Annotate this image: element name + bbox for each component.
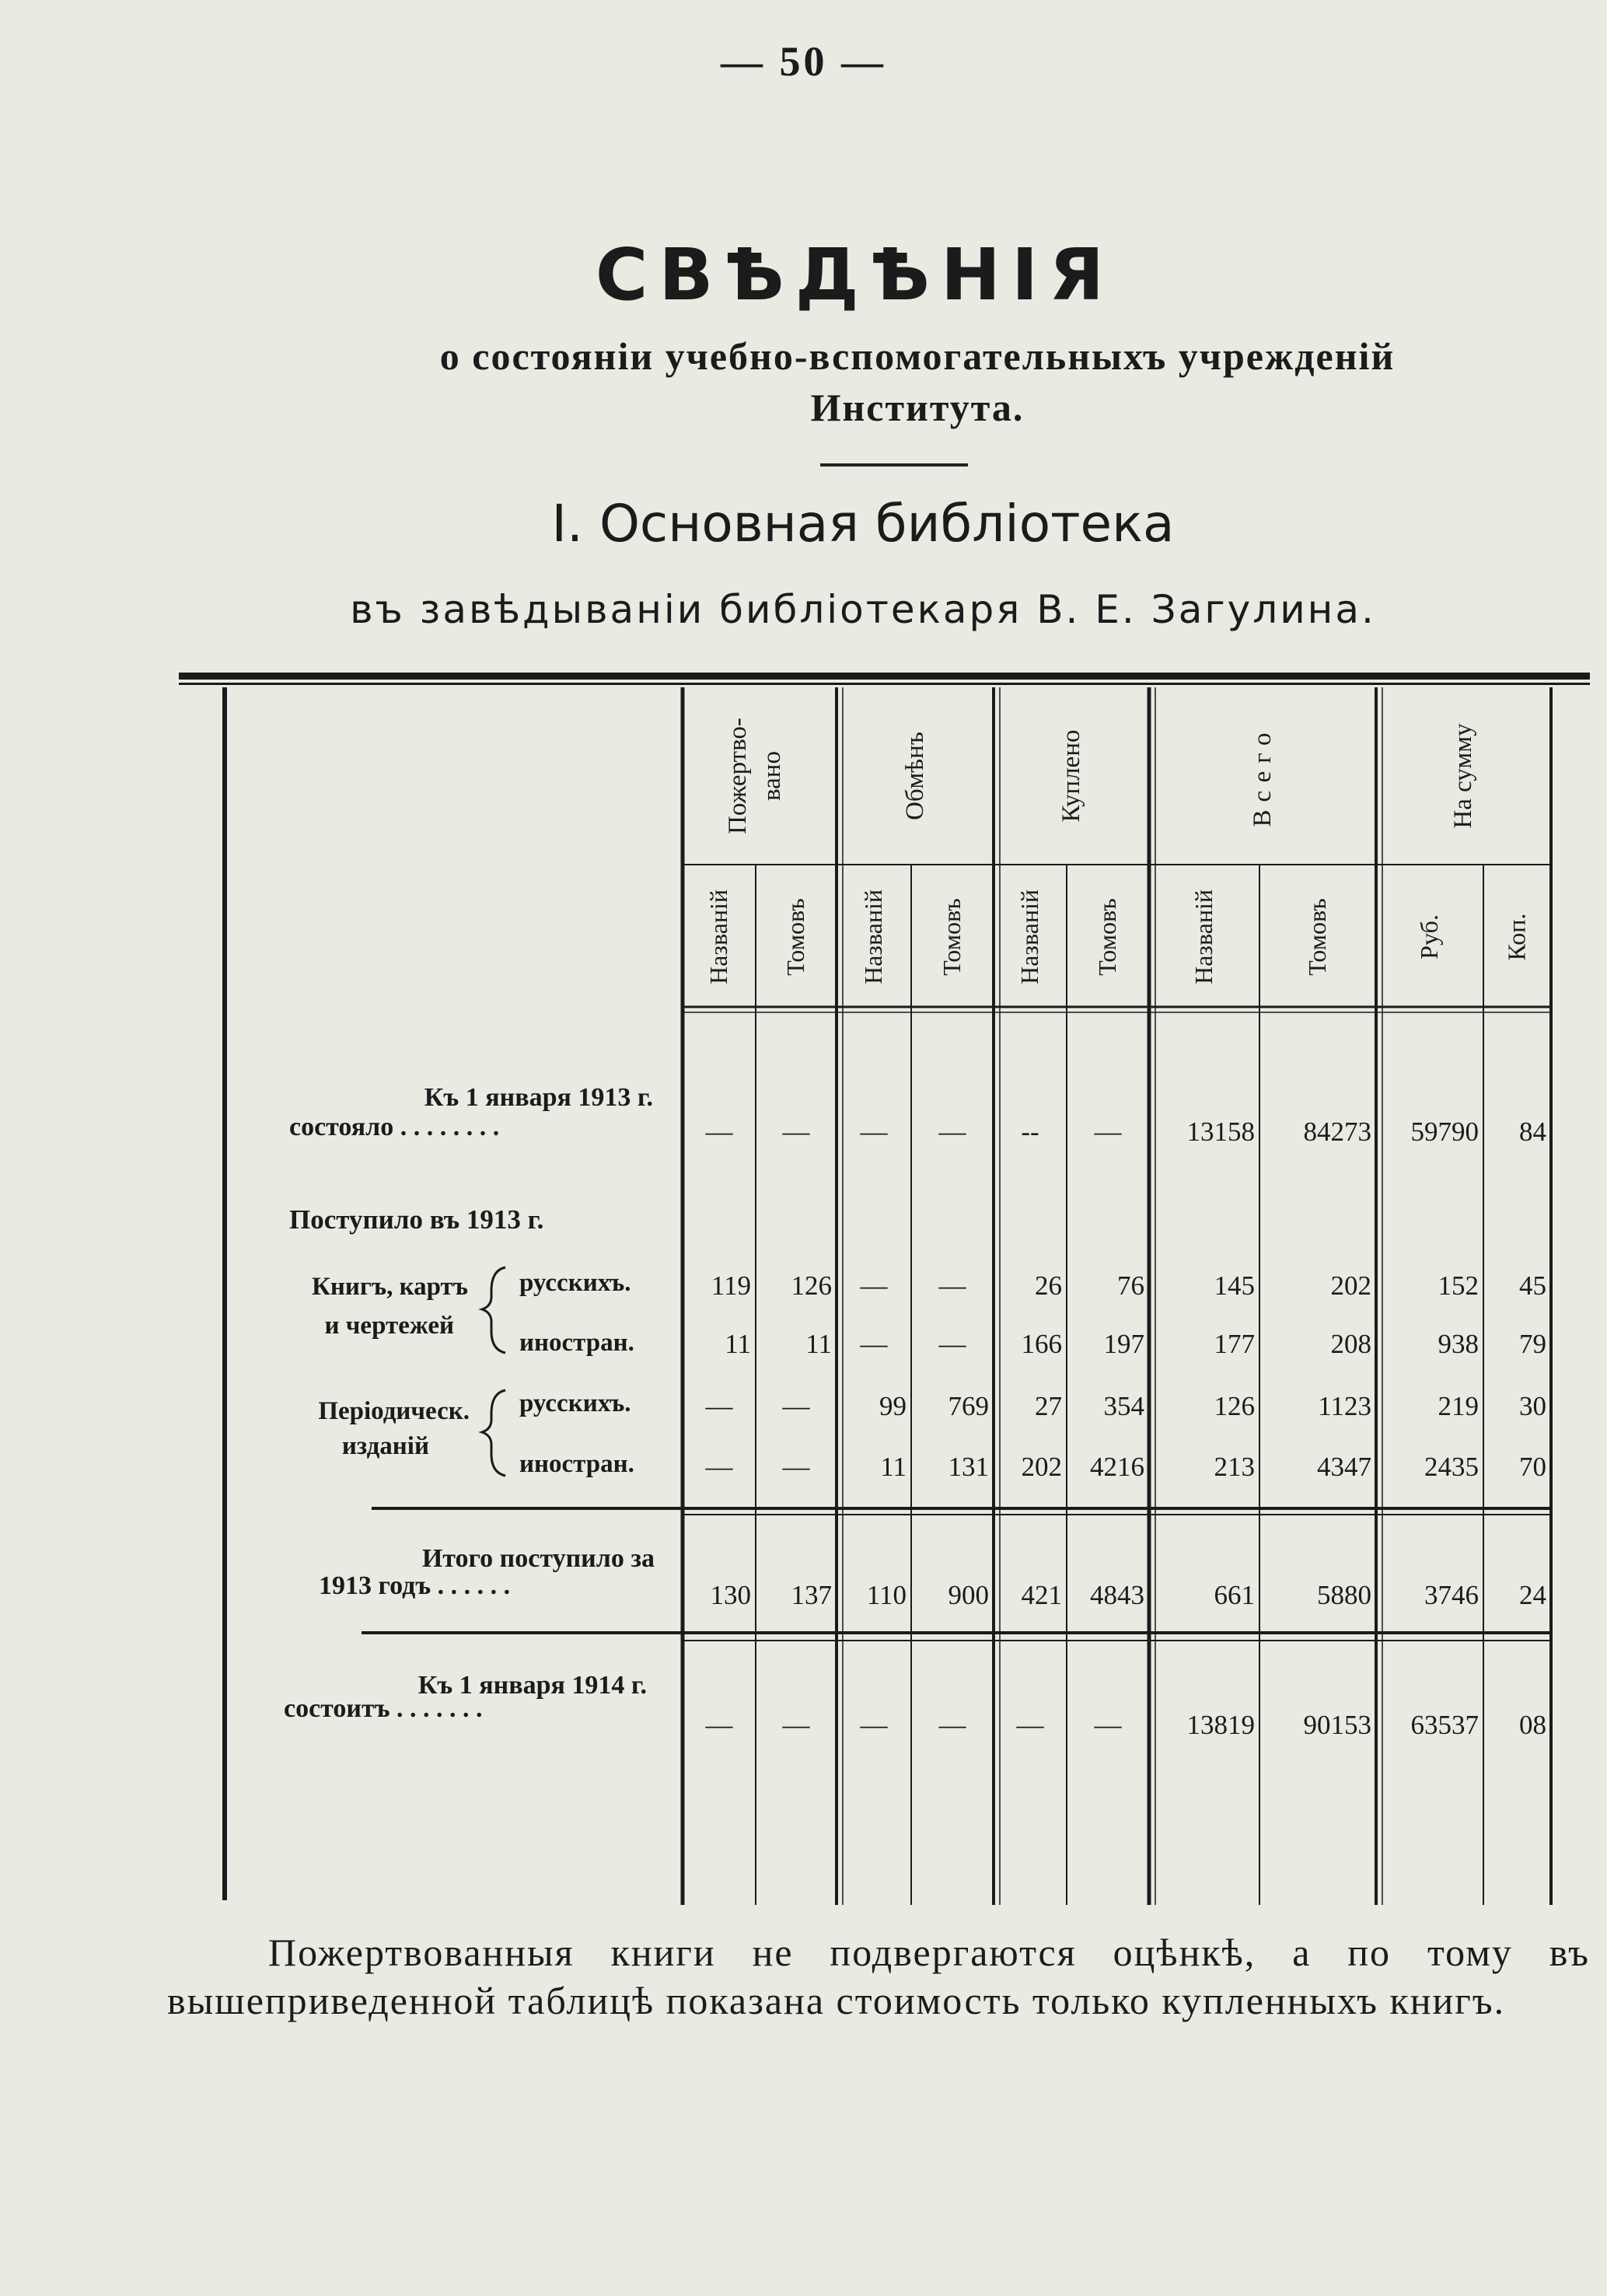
table-cell: 11 — [805, 1329, 832, 1359]
table-cell: 119 — [711, 1270, 751, 1301]
top-rule-thin — [179, 683, 1590, 685]
row-label-start-line2: состояло . . . . . . . . — [289, 1113, 500, 1141]
table-cell: — — [782, 1391, 810, 1421]
table-cell: — — [860, 1710, 888, 1740]
group-header: вано — [758, 751, 786, 801]
table-cell: 354 — [1103, 1391, 1144, 1421]
table-cell: 2435 — [1424, 1452, 1479, 1482]
table-cell: 661 — [1214, 1580, 1255, 1610]
periodicals-group-label-line1: Періодическ. — [318, 1397, 470, 1425]
table-cell: 131 — [948, 1452, 989, 1482]
library-statistics-table — [179, 669, 1602, 1936]
left-border — [222, 687, 227, 1900]
received-heading: Поступило въ 1913 г. — [289, 1204, 544, 1235]
table-cell: — — [938, 1270, 966, 1301]
table-cell: — — [938, 1117, 966, 1147]
table-cell: 208 — [1330, 1329, 1371, 1359]
sub-header: Томовъ — [781, 898, 809, 976]
table-cell: — — [705, 1710, 733, 1740]
subtitle-line-2: Института. — [810, 386, 1025, 429]
books-russian-label: русскихъ. — [519, 1269, 631, 1297]
table-cell: 177 — [1214, 1329, 1255, 1359]
table-cell: 213 — [1214, 1452, 1255, 1482]
table-cell: 45 — [1519, 1270, 1546, 1301]
table-cell: 11 — [725, 1329, 751, 1359]
group-header: На сумму — [1449, 723, 1477, 829]
sub-header: Томовъ — [938, 898, 966, 976]
section-title: I. Основная библіотека — [551, 494, 1175, 554]
table-cell: — — [938, 1329, 966, 1359]
table-cell: 137 — [791, 1580, 832, 1610]
table-cell: 4216 — [1090, 1452, 1144, 1482]
table-cell: — — [705, 1452, 733, 1482]
top-rule — [179, 673, 1590, 680]
periodicals-group-brace — [482, 1390, 505, 1476]
table-cell: — — [705, 1391, 733, 1421]
table-cell: 152 — [1438, 1270, 1479, 1301]
table-cell: 24 — [1519, 1580, 1546, 1610]
table-cell: 70 — [1519, 1452, 1546, 1482]
table-cell: 166 — [1021, 1329, 1062, 1359]
group-header: Пожертво- — [724, 718, 752, 834]
table-cell: 76 — [1117, 1270, 1144, 1301]
table-cell: 130 — [710, 1580, 751, 1610]
table-cell: 99 — [879, 1391, 907, 1421]
table-cell: 3746 — [1424, 1580, 1479, 1610]
sub-header: Названій — [704, 889, 732, 984]
sub-header: Томовъ — [1303, 898, 1331, 976]
table-cell: — — [782, 1710, 810, 1740]
table-cell: 145 — [1214, 1270, 1255, 1301]
table-cell: — — [782, 1452, 810, 1482]
table-cell: 900 — [948, 1580, 989, 1610]
group-header: Всего — [1249, 725, 1277, 827]
sub-header: Названій — [1190, 889, 1217, 984]
table-cell: 84273 — [1303, 1117, 1371, 1147]
row-label-start-line1: Къ 1 января 1913 г. — [424, 1083, 653, 1112]
row-label-total-line1: Итого поступило за — [421, 1544, 655, 1573]
table-cell: 13819 — [1186, 1710, 1255, 1740]
table-cell: 90153 — [1303, 1710, 1371, 1740]
row-label-end-line2: состоитъ . . . . . . . — [284, 1694, 483, 1723]
table-cell: 4347 — [1317, 1452, 1371, 1482]
footnote: Пожертвованныя книги не подвергаются оцѣнкѣ, а по тому въ вышеприведенной таблицѣ показана стоимость только купленныхъ книгъ. — [167, 1931, 1590, 2022]
table-cell: -- — [1021, 1117, 1039, 1147]
table-cell: 421 — [1021, 1580, 1062, 1610]
title-divider — [820, 463, 968, 467]
sub-header: Томовъ — [1093, 898, 1121, 976]
table-cell: 08 — [1519, 1710, 1546, 1740]
table-cell: — — [1094, 1710, 1122, 1740]
table-cell: 84 — [1519, 1117, 1546, 1147]
sub-header: Названій — [859, 889, 887, 984]
section-subtitle: въ завѣдываніи библіотекаря В. Е. Загулина. — [350, 587, 1376, 632]
table-cell: 27 — [1035, 1391, 1062, 1421]
table-cell: 5880 — [1317, 1580, 1371, 1610]
table-cell: — — [705, 1117, 733, 1147]
row-label-end-line1: Къ 1 января 1914 г. — [417, 1671, 647, 1700]
periodicals-russian-label: русскихъ. — [519, 1389, 631, 1417]
sub-header: Руб. — [1415, 914, 1443, 959]
table-cell: 219 — [1438, 1391, 1479, 1421]
table-cell: — — [1094, 1117, 1122, 1147]
table-cell: 63537 — [1410, 1710, 1479, 1740]
books-foreign-label: иностран. — [519, 1329, 634, 1357]
books-group-label-line1: Книгъ, картъ — [311, 1273, 468, 1301]
table-cell: 4843 — [1090, 1580, 1144, 1610]
column-headers — [704, 718, 1531, 984]
table-cell: — — [860, 1329, 888, 1359]
periodicals-group-label-line2: изданій — [341, 1432, 429, 1460]
table-cell: 197 — [1103, 1329, 1144, 1359]
table-cell: 938 — [1438, 1329, 1479, 1359]
table-cell: — — [782, 1117, 810, 1147]
table-cell: 59790 — [1410, 1117, 1479, 1147]
row-label-total-line2: 1913 годъ . . . . . . — [319, 1571, 511, 1600]
table-cell: — — [860, 1270, 888, 1301]
table-cell: 1123 — [1318, 1391, 1371, 1421]
table-cell: 126 — [1214, 1391, 1255, 1421]
page-title: СВѢДѢНІЯ — [595, 233, 1116, 316]
subtitle-line-1: о состояніи учебно-вспомогательныхъ учрежденій — [439, 334, 1396, 378]
books-group-brace — [482, 1267, 505, 1353]
books-group-label-line2: и чертежей — [324, 1312, 454, 1340]
table-cell: 26 — [1035, 1270, 1062, 1301]
table-cell: 79 — [1519, 1329, 1546, 1359]
table-cell: 30 — [1519, 1391, 1546, 1421]
table-cell: — — [938, 1710, 966, 1740]
table-cell: 13158 — [1186, 1117, 1255, 1147]
table-cell: — — [1016, 1710, 1044, 1740]
sub-header: Коп. — [1502, 913, 1531, 961]
periodicals-foreign-label: иностран. — [519, 1450, 634, 1478]
sub-header: Названій — [1015, 889, 1043, 984]
group-header: Куплено — [1057, 729, 1085, 823]
table-cell: 769 — [948, 1391, 989, 1421]
table-cell: 110 — [866, 1580, 907, 1610]
table-cells — [705, 1117, 1547, 1740]
table-cell: — — [860, 1117, 888, 1147]
table-cell: 202 — [1021, 1452, 1062, 1482]
table-cell: 11 — [880, 1452, 907, 1482]
page-number: — 50 — — [721, 38, 886, 85]
table-cell: 126 — [791, 1270, 832, 1301]
table-cell: 202 — [1330, 1270, 1371, 1301]
page-subtitle — [233, 330, 1602, 433]
group-header: Обмѣнъ — [901, 732, 929, 820]
